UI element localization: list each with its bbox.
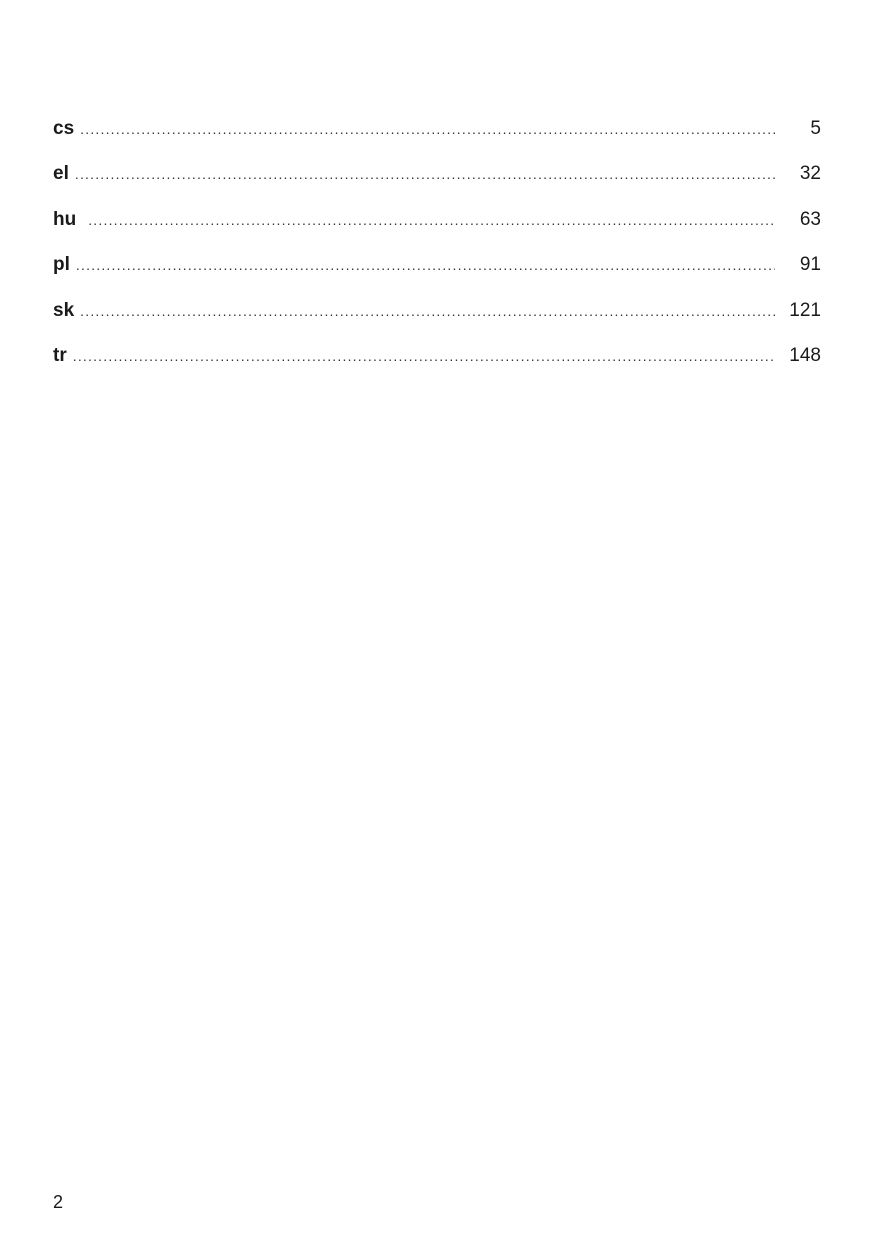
toc-dot-leader — [75, 162, 775, 186]
page-number: 2 — [53, 1192, 64, 1212]
toc-dot-leader — [73, 344, 775, 368]
table-of-contents — [53, 117, 821, 389]
toc-page-number: 121 — [789, 299, 821, 321]
toc-entry-el[interactable] — [53, 162, 821, 207]
toc-language-label: sk — [53, 299, 75, 321]
toc-page-number: 91 — [799, 254, 821, 276]
toc-dot-leader — [80, 117, 775, 141]
toc-language-label: hu — [53, 208, 77, 230]
toc-language-label: tr — [53, 344, 67, 366]
toc-entry-tr[interactable] — [53, 344, 821, 389]
toc-entry-sk[interactable] — [53, 299, 821, 344]
toc-entry-pl[interactable] — [53, 253, 821, 298]
toc-language-label: el — [53, 163, 69, 185]
toc-page-number: 63 — [799, 208, 821, 230]
toc-dot-leader — [80, 299, 775, 323]
toc-language-label: cs — [53, 118, 75, 139]
toc-page-number: 5 — [810, 118, 821, 139]
toc-entry-cs[interactable] — [53, 117, 821, 162]
toc-entry-hu[interactable] — [53, 208, 821, 253]
toc-language-label: pl — [53, 254, 70, 276]
toc-page-number: 32 — [799, 163, 821, 185]
toc-dot-leader — [88, 208, 775, 232]
toc-page-number: 148 — [789, 344, 821, 366]
toc-dot-leader — [76, 253, 775, 277]
